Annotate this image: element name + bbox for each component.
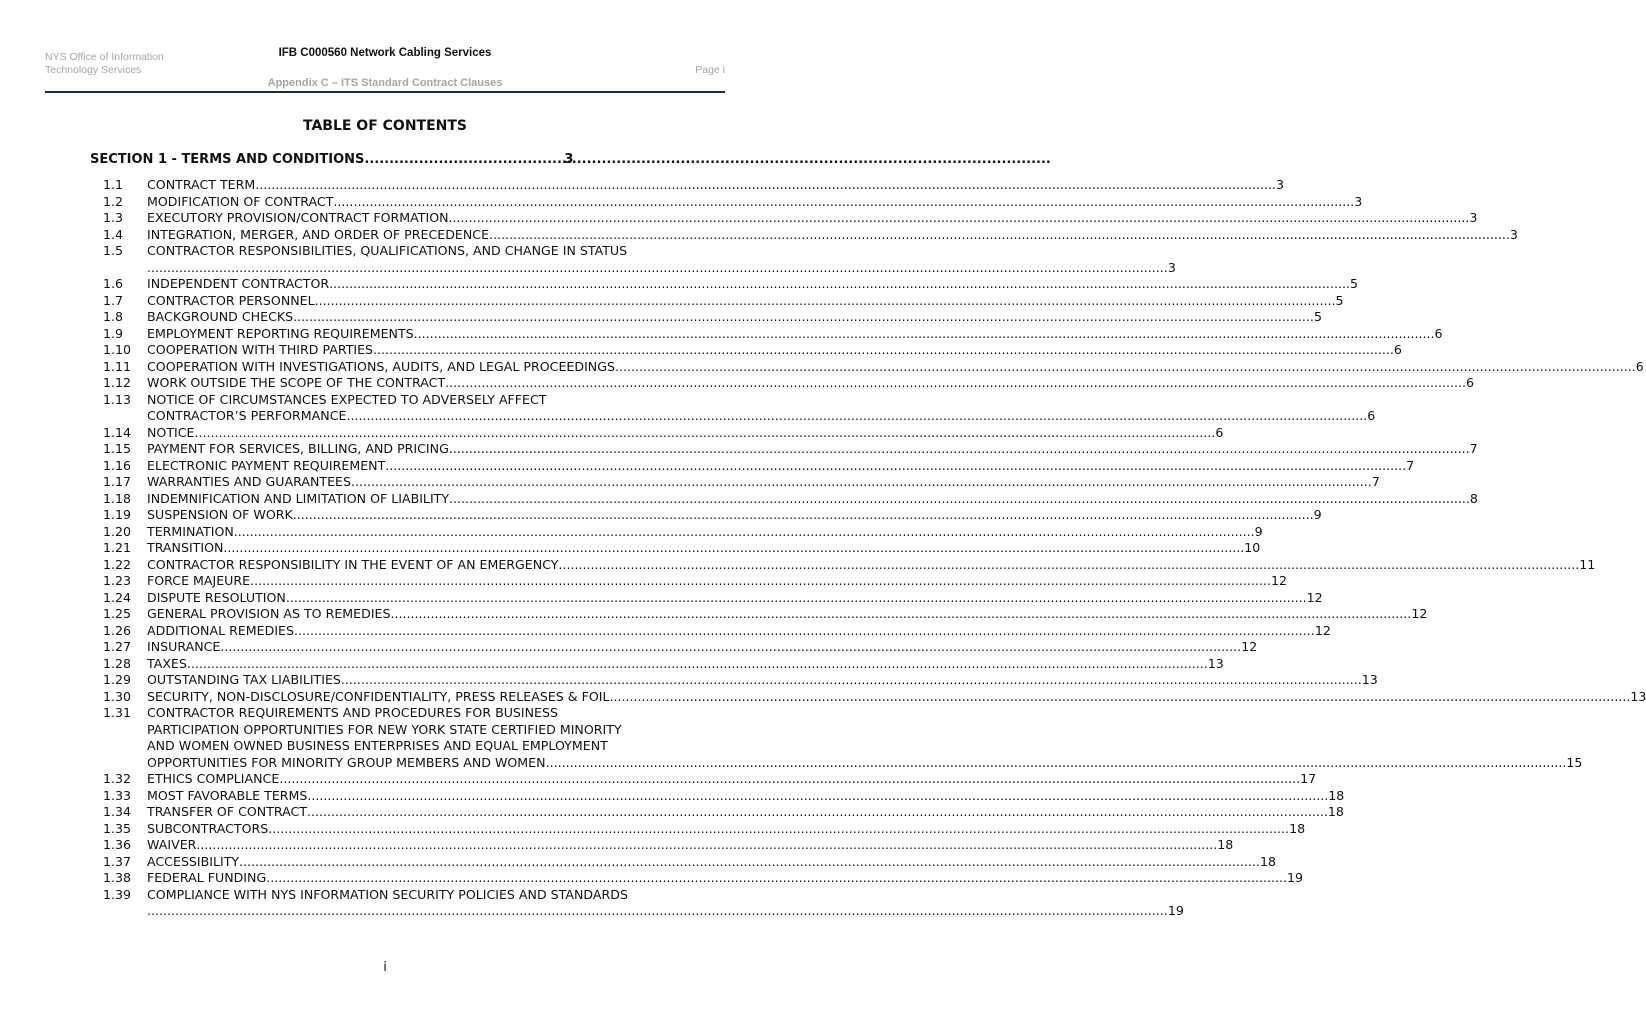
toc-entry-line bbox=[147, 177, 1285, 194]
toc-leader-dots bbox=[610, 689, 1631, 706]
header-page-label: Page i bbox=[695, 64, 725, 76]
toc-entry-title: SECURITY, NON-DISCLOSURE/CONFIDENTIALITY, PRESS RELEASES & FOIL bbox=[147, 688, 610, 704]
toc-entry-body bbox=[147, 325, 1443, 343]
toc-entry[interactable] bbox=[103, 210, 1478, 227]
toc-entry[interactable] bbox=[103, 540, 1261, 557]
toc-entry-title: TRANSFER OF CONTRACT bbox=[147, 804, 308, 819]
toc-entry-title: OUTSTANDING TAX LIABILITIES bbox=[147, 672, 341, 687]
toc-entry-line bbox=[147, 655, 1224, 673]
toc-entry-title: PAYMENT FOR SERVICES, BILLING, AND PRICING bbox=[147, 441, 449, 456]
toc-entry-title: GENERAL PROVISION AS TO REMEDIES bbox=[147, 606, 391, 621]
toc-leader-dots bbox=[315, 293, 1336, 310]
toc-leader-dots bbox=[255, 177, 1276, 194]
toc-entry[interactable] bbox=[103, 804, 1344, 821]
toc-entry[interactable] bbox=[103, 325, 1443, 343]
toc-entry-line bbox=[147, 408, 1376, 425]
toc-entry-body bbox=[147, 292, 1344, 310]
toc-entry-body bbox=[147, 853, 1276, 871]
toc-entry-title: WAIVER bbox=[147, 837, 197, 852]
toc-entry-body bbox=[147, 606, 1428, 623]
toc-entry-number: 1.19 bbox=[103, 507, 132, 522]
toc-entry-body bbox=[147, 787, 1345, 805]
toc-entry-title: BACKGROUND CHECKS bbox=[147, 309, 294, 324]
toc-entry-number: 1.6 bbox=[103, 276, 124, 291]
toc-leader-dots bbox=[293, 507, 1314, 524]
toc-title: TABLE OF CONTENTS bbox=[302, 118, 468, 134]
toc-entry-page-number: 18 bbox=[1327, 804, 1344, 819]
toc-entry-title: OPPORTUNITIES FOR MINORITY GROUP MEMBERS AND WOMEN bbox=[147, 754, 546, 770]
toc-entry-number: 1.24 bbox=[103, 589, 132, 605]
toc-leader-dots bbox=[341, 672, 1362, 689]
toc-entry-line bbox=[147, 309, 1322, 326]
toc-entry-title: DISPUTE RESOLUTION bbox=[147, 589, 286, 605]
toc-entry-number: 1.11 bbox=[103, 358, 132, 374]
toc-entry-page-number: 6 bbox=[1393, 342, 1402, 357]
toc-entry-body bbox=[147, 193, 1363, 211]
toc-entry-page-number: 12 bbox=[1411, 606, 1428, 621]
toc-entry-title: SUBCONTRACTORS bbox=[147, 820, 269, 836]
toc-entry-title: EMPLOYMENT REPORTING REQUIREMENTS bbox=[147, 325, 414, 341]
toc-entry-title: INDEMNIFICATION AND LIMITATION OF LIABILITY bbox=[147, 490, 450, 506]
toc-entry[interactable] bbox=[103, 391, 1376, 425]
toc-entry-page-number: 5 bbox=[1349, 276, 1358, 291]
toc-leader-dots bbox=[234, 524, 1255, 541]
toc-entry-line bbox=[147, 540, 1261, 557]
toc-entry-page-number: 7 bbox=[1406, 457, 1415, 473]
toc-entry-page-number: 7 bbox=[1469, 441, 1478, 456]
toc-entry-body bbox=[147, 507, 1322, 524]
toc-entry[interactable] bbox=[103, 193, 1363, 211]
toc-entry[interactable] bbox=[103, 309, 1322, 326]
toc-entry-page-number: 3 bbox=[1276, 177, 1285, 192]
toc-leader-dots bbox=[147, 260, 1168, 277]
toc-entry-page-number: 12 bbox=[1241, 639, 1258, 654]
toc-entry-number: 1.36 bbox=[103, 837, 132, 852]
toc-entry-page-number: 8 bbox=[1469, 490, 1478, 506]
toc-entry-title: MOST FAVORABLE TERMS bbox=[147, 787, 308, 803]
toc-entry-body bbox=[147, 655, 1224, 673]
toc-entry-body bbox=[147, 556, 1596, 574]
toc-entry-number: 1.33 bbox=[103, 787, 132, 803]
toc-entry-list bbox=[103, 177, 1646, 920]
toc-entry-number: 1.5 bbox=[103, 243, 124, 258]
toc-entry-line bbox=[147, 342, 1402, 359]
toc-entry-title: NOTICE OF CIRCUMSTANCES EXPECTED TO ADVERSELY AFFECT bbox=[147, 391, 547, 407]
toc-leader-dots bbox=[286, 590, 1307, 607]
toc-entry-number: 1.21 bbox=[103, 540, 132, 555]
toc-entry-body bbox=[147, 375, 1475, 392]
toc-entry-title: CONTRACTOR RESPONSIBILITY IN THE EVENT OF AN EMERGENCY bbox=[147, 556, 559, 572]
toc-entry-body bbox=[147, 457, 1415, 475]
toc-entry-page-number: 15 bbox=[1566, 754, 1583, 770]
toc-entry-number: 1.28 bbox=[103, 655, 132, 671]
toc-entry-line bbox=[147, 259, 1176, 277]
toc-entry-line bbox=[147, 358, 1644, 376]
toc-leader-dots bbox=[187, 656, 1208, 673]
toc-entry-title: AND WOMEN OWNED BUSINESS ENTERPRISES AND EQUAL EMPLOYMENT bbox=[147, 738, 608, 753]
toc-entry-title: CONTRACT TERM bbox=[147, 177, 256, 192]
toc-leader-dots bbox=[279, 771, 1300, 788]
toc-entry[interactable] bbox=[103, 226, 1518, 244]
toc-entry-line bbox=[147, 754, 1583, 772]
toc-entry-title: SUSPENSION OF WORK bbox=[147, 507, 293, 522]
toc-entry-number: 1.27 bbox=[103, 639, 132, 654]
toc-entry-body bbox=[147, 820, 1306, 838]
toc-leader-dots bbox=[220, 639, 1241, 656]
toc-entry[interactable] bbox=[103, 771, 1317, 788]
toc-entry[interactable] bbox=[103, 589, 1323, 607]
footer-page-number: i bbox=[383, 960, 387, 975]
toc-leader-dots bbox=[546, 755, 1567, 772]
toc-entry-page-number: 6 bbox=[1635, 358, 1644, 374]
toc-leader-dots bbox=[294, 623, 1315, 640]
toc-leader-dots bbox=[351, 474, 1372, 491]
toc-entry[interactable] bbox=[103, 342, 1402, 359]
toc-entry-page-number: 6 bbox=[1434, 325, 1443, 341]
toc-entry-line bbox=[147, 887, 773, 904]
toc-entry-title: ELECTRONIC PAYMENT REQUIREMENT bbox=[147, 457, 386, 473]
toc-entry-line bbox=[147, 903, 1184, 920]
toc-entry-body bbox=[147, 804, 1344, 821]
toc-entry-line bbox=[147, 226, 1518, 244]
toc-entry-page-number: 10 bbox=[1244, 540, 1261, 555]
toc-entry-title: CONTRACTOR RESPONSIBILITIES, QUALIFICATIONS, AND CHANGE IN STATUS bbox=[147, 243, 628, 258]
toc-entry-page-number: 6 bbox=[1466, 375, 1475, 390]
toc-entry-line bbox=[147, 688, 1646, 706]
toc-entry-title: INTEGRATION, MERGER, AND ORDER OF PRECEDENCE bbox=[147, 226, 490, 242]
toc-entry-number: 1.2 bbox=[103, 193, 124, 209]
toc-entry-line bbox=[147, 738, 773, 755]
toc-entry-title: TRANSITION bbox=[147, 540, 224, 555]
toc-entry-body bbox=[147, 589, 1323, 607]
toc-leader-dots bbox=[329, 276, 1350, 293]
toc-entry-title: INSURANCE bbox=[147, 639, 221, 654]
toc-entry-page-number: 12 bbox=[1306, 589, 1323, 605]
toc-entry-line bbox=[147, 243, 773, 260]
toc-entry-title: ACCESSIBILITY bbox=[147, 853, 240, 869]
toc-entry[interactable] bbox=[103, 457, 1415, 475]
toc-leader-dots bbox=[373, 342, 1394, 359]
toc-entry[interactable] bbox=[103, 556, 1596, 574]
toc-entry-page-number: 12 bbox=[1314, 622, 1331, 638]
toc-entry-page-number: 13 bbox=[1630, 688, 1646, 704]
toc-leader-dots bbox=[307, 804, 1328, 821]
toc-entry-line bbox=[147, 210, 1478, 227]
toc-entry-body bbox=[147, 342, 1402, 359]
toc-entry[interactable] bbox=[103, 177, 1285, 194]
toc-entry-body bbox=[147, 837, 1234, 854]
toc-entry-number: 1.17 bbox=[103, 474, 132, 489]
toc-entry[interactable] bbox=[103, 853, 1276, 871]
toc-entry-line bbox=[147, 325, 1443, 343]
toc-entry-title: EXECUTORY PROVISION/CONTRACT FORMATION bbox=[147, 210, 449, 225]
toc-entry-title: FORCE MAJEURE bbox=[147, 573, 251, 588]
section-page-number: 3 bbox=[564, 152, 574, 167]
toc-entry[interactable] bbox=[103, 507, 1322, 524]
toc-entry-line bbox=[147, 837, 1234, 854]
toc-entry[interactable] bbox=[103, 639, 1258, 656]
toc-leader-dots bbox=[445, 375, 1466, 392]
toc-entry-title: COOPERATION WITH INVESTIGATIONS, AUDITS, AND LEGAL PROCEEDINGS bbox=[147, 358, 615, 374]
toc-section-heading[interactable] bbox=[90, 152, 680, 167]
toc-entry-number: 1.20 bbox=[103, 523, 132, 539]
toc-entry-body bbox=[147, 490, 1478, 508]
toc-entry-body bbox=[147, 523, 1263, 541]
toc-entry-page-number: 5 bbox=[1335, 292, 1344, 308]
toc-leader-dots bbox=[391, 606, 1412, 623]
toc-leader-dots bbox=[385, 458, 1406, 475]
toc-entry-body bbox=[147, 886, 1184, 920]
toc-entry-number: 1.25 bbox=[103, 606, 132, 621]
toc-entry-body bbox=[147, 309, 1322, 326]
toc-entry-body bbox=[147, 424, 1224, 442]
toc-entry[interactable] bbox=[103, 837, 1234, 854]
toc-entry-page-number: 19 bbox=[1287, 870, 1304, 885]
toc-entry-page-number: 3 bbox=[1469, 210, 1478, 225]
toc-entry[interactable] bbox=[103, 886, 1184, 920]
toc-entry-number: 1.16 bbox=[103, 457, 132, 473]
toc-leader-dots bbox=[615, 359, 1636, 376]
toc-entry-title: TAXES bbox=[147, 655, 187, 671]
toc-entry-body bbox=[147, 688, 1646, 706]
toc-entry-number: 1.18 bbox=[103, 490, 132, 506]
toc-entry-number: 1.35 bbox=[103, 820, 132, 836]
toc-entry-line bbox=[147, 292, 1344, 310]
toc-entry-page-number: 9 bbox=[1254, 523, 1263, 539]
toc-entry-line bbox=[147, 820, 1306, 838]
toc-entry-body bbox=[147, 705, 1583, 771]
toc-entry-page-number: 3 bbox=[1509, 226, 1518, 242]
toc-entry-line bbox=[147, 392, 773, 409]
toc-entry-body bbox=[147, 573, 1287, 590]
toc-leader-dots bbox=[239, 854, 1260, 871]
toc-leader-dots bbox=[558, 557, 1579, 574]
toc-entry[interactable] bbox=[103, 688, 1646, 706]
toc-entry-title: CONTRACTOR PERSONNEL bbox=[147, 292, 315, 308]
toc-entry-number: 1.7 bbox=[103, 292, 124, 308]
toc-entry-number: 1.22 bbox=[103, 556, 132, 572]
toc-entry-line bbox=[147, 457, 1415, 475]
toc-entry-line bbox=[147, 722, 773, 739]
toc-entry-title: TERMINATION bbox=[147, 523, 234, 539]
toc-entry-title: COMPLIANCE WITH NYS INFORMATION SECURITY POLICIES AND STANDARDS bbox=[147, 886, 628, 902]
toc-entry-number: 1.8 bbox=[103, 309, 124, 324]
toc-entry-line bbox=[147, 853, 1276, 871]
toc-entry[interactable] bbox=[103, 573, 1287, 590]
toc-entry-page-number: 6 bbox=[1367, 408, 1376, 423]
toc-entry-body bbox=[147, 243, 1176, 276]
toc-entry-page-number: 18 bbox=[1328, 787, 1345, 803]
toc-entry-number: 1.39 bbox=[103, 886, 132, 902]
toc-entry-page-number: 13 bbox=[1207, 655, 1224, 671]
toc-entry-number: 1.37 bbox=[103, 853, 132, 869]
toc-entry-line bbox=[147, 556, 1596, 574]
toc-leader-dots bbox=[223, 540, 1244, 557]
toc-entry-page-number: 13 bbox=[1361, 672, 1378, 687]
section-leader-dots bbox=[364, 152, 564, 167]
toc-entry-number: 1.23 bbox=[103, 573, 132, 588]
toc-entry[interactable] bbox=[103, 490, 1478, 508]
toc-entry-page-number: 18 bbox=[1217, 837, 1234, 852]
toc-entry-number: 1.9 bbox=[103, 325, 124, 341]
toc-entry-body bbox=[147, 276, 1358, 293]
toc-entry-title: MODIFICATION OF CONTRACT bbox=[147, 193, 334, 209]
header-divider bbox=[45, 91, 725, 93]
toc-entry-page-number: 5 bbox=[1313, 309, 1322, 324]
toc-entry-page-number: 7 bbox=[1371, 474, 1380, 489]
document-subtitle: Appendix C – ITS Standard Contract Clauses bbox=[267, 77, 503, 89]
toc-leader-dots bbox=[449, 491, 1470, 508]
toc-entry-page-number: 18 bbox=[1259, 853, 1276, 869]
toc-entry-page-number: 11 bbox=[1579, 556, 1596, 572]
toc-entry-line bbox=[147, 474, 1380, 491]
toc-entry-body bbox=[147, 210, 1478, 227]
toc-entry-title: CONTRACTOR’S PERFORMANCE bbox=[147, 408, 347, 423]
toc-entry[interactable] bbox=[103, 870, 1304, 887]
toc-entry-line bbox=[147, 573, 1287, 590]
toc-leader-dots bbox=[195, 425, 1216, 442]
toc-entry-body bbox=[147, 474, 1380, 491]
organization-name-line1: NYS Office of Information bbox=[45, 51, 164, 63]
toc-entry-line bbox=[147, 606, 1428, 623]
organization-name-line2: Technology Services bbox=[45, 64, 142, 76]
toc-entry-body bbox=[147, 226, 1518, 244]
toc-entry-title: FEDERAL FUNDING bbox=[147, 870, 267, 885]
toc-leader-dots bbox=[266, 870, 1287, 887]
toc-entry-line bbox=[147, 507, 1322, 524]
toc-entry-page-number: 3 bbox=[1167, 259, 1176, 275]
toc-leader-dots bbox=[414, 326, 1435, 343]
toc-leader-dots bbox=[333, 194, 1354, 211]
toc-entry-number: 1.3 bbox=[103, 210, 124, 225]
toc-leader-dots bbox=[449, 441, 1470, 458]
toc-entry[interactable] bbox=[103, 655, 1224, 673]
toc-entry-line bbox=[147, 441, 1478, 458]
toc-entry-title: INDEPENDENT CONTRACTOR bbox=[147, 276, 330, 291]
toc-entry-page-number: 19 bbox=[1167, 903, 1184, 918]
toc-entry[interactable] bbox=[103, 441, 1478, 458]
toc-entry-number: 1.34 bbox=[103, 804, 132, 819]
toc-entry-line bbox=[147, 523, 1263, 541]
toc-leader-dots bbox=[346, 408, 1367, 425]
section-label: SECTION 1 - TERMS AND CONDITIONS bbox=[90, 152, 365, 167]
toc-entry-page-number: 3 bbox=[1354, 193, 1363, 209]
toc-entry[interactable] bbox=[103, 705, 1583, 771]
toc-entry-number: 1.15 bbox=[103, 441, 132, 456]
toc-entry-title: WORK OUTSIDE THE SCOPE OF THE CONTRACT bbox=[147, 375, 446, 390]
toc-entry-line bbox=[147, 622, 1331, 640]
document-title: IFB C000560 Network Cabling Services bbox=[278, 47, 492, 59]
toc-entry-line bbox=[147, 276, 1358, 293]
toc-entry[interactable] bbox=[103, 292, 1344, 310]
toc-leader-dots bbox=[449, 210, 1470, 227]
toc-leader-dots bbox=[147, 903, 1168, 920]
toc-entry[interactable] bbox=[103, 672, 1378, 689]
toc-entry[interactable] bbox=[103, 787, 1345, 805]
toc-entry-line bbox=[147, 804, 1344, 821]
toc-entry-line bbox=[147, 193, 1363, 211]
toc-entry-line bbox=[147, 490, 1478, 508]
toc-entry-title: CONTRACTOR REQUIREMENTS AND PROCEDURES FOR BUSINESS bbox=[147, 705, 559, 720]
toc-entry-title: WARRANTIES AND GUARANTEES bbox=[147, 474, 351, 489]
toc-entry-body bbox=[147, 771, 1317, 788]
toc-entry-line bbox=[147, 589, 1323, 607]
toc-entry-body bbox=[147, 622, 1331, 640]
toc-entry-page-number: 6 bbox=[1215, 424, 1224, 440]
toc-entry-line bbox=[147, 870, 1304, 887]
toc-entry[interactable] bbox=[103, 606, 1428, 623]
toc-entry-number: 1.32 bbox=[103, 771, 132, 786]
toc-entry[interactable] bbox=[103, 243, 1176, 276]
toc-leader-dots bbox=[250, 573, 1271, 590]
toc-entry[interactable] bbox=[103, 474, 1380, 491]
toc-entry[interactable] bbox=[103, 424, 1224, 442]
toc-entry[interactable] bbox=[103, 523, 1263, 541]
toc-entry-number: 1.4 bbox=[103, 226, 124, 242]
toc-entry-number: 1.14 bbox=[103, 424, 132, 440]
toc-leader-dots bbox=[268, 821, 1289, 838]
toc-entry-page-number: 18 bbox=[1289, 820, 1306, 836]
toc-entry[interactable] bbox=[103, 622, 1331, 640]
toc-entry[interactable] bbox=[103, 375, 1475, 392]
toc-entry-number: 1.10 bbox=[103, 342, 132, 357]
toc-entry-line bbox=[147, 771, 1317, 788]
toc-entry-page-number: 12 bbox=[1270, 573, 1287, 588]
toc-leader-dots bbox=[196, 837, 1217, 854]
toc-entry-page-number: 17 bbox=[1300, 771, 1317, 786]
toc-entry-line bbox=[147, 424, 1224, 442]
toc-entry-line bbox=[147, 375, 1475, 392]
toc-leader-dots bbox=[293, 309, 1314, 326]
toc-entry-number: 1.31 bbox=[103, 705, 132, 720]
toc-entry-title: PARTICIPATION OPPORTUNITIES FOR NEW YORK STATE CERTIFIED MINORITY bbox=[147, 721, 622, 737]
toc-entry-number: 1.26 bbox=[103, 622, 132, 638]
toc-entry-line bbox=[147, 705, 773, 722]
toc-entry-body bbox=[147, 870, 1304, 887]
toc-entry-body bbox=[147, 540, 1261, 557]
toc-entry-page-number: 9 bbox=[1313, 507, 1322, 522]
toc-entry-title: ADDITIONAL REMEDIES bbox=[147, 622, 294, 638]
toc-entry[interactable] bbox=[103, 358, 1644, 376]
toc-entry-number: 1.13 bbox=[103, 391, 132, 407]
toc-entry-body bbox=[147, 358, 1644, 376]
toc-entry-body bbox=[147, 441, 1478, 458]
toc-entry-body bbox=[147, 177, 1285, 194]
toc-entry-body bbox=[147, 672, 1378, 689]
toc-entry[interactable] bbox=[103, 820, 1306, 838]
toc-entry-title: COOPERATION WITH THIRD PARTIES bbox=[147, 342, 374, 357]
toc-entry-number: 1.1 bbox=[103, 177, 124, 192]
toc-leader-dots bbox=[307, 788, 1328, 805]
toc-entry-number: 1.38 bbox=[103, 870, 132, 885]
toc-entry-number: 1.30 bbox=[103, 688, 132, 704]
toc-entry-number: 1.29 bbox=[103, 672, 132, 687]
toc-entry-body bbox=[147, 391, 1376, 425]
toc-entry-line bbox=[147, 672, 1378, 689]
toc-entry[interactable] bbox=[103, 276, 1358, 293]
toc-entry-body bbox=[147, 639, 1258, 656]
toc-entry-line bbox=[147, 787, 1345, 805]
toc-entry-number: 1.12 bbox=[103, 375, 132, 390]
toc-entry-line bbox=[147, 639, 1258, 656]
toc-entry-title: ETHICS COMPLIANCE bbox=[147, 771, 280, 786]
toc-entry-title: NOTICE bbox=[147, 424, 195, 440]
toc-leader-dots bbox=[489, 227, 1510, 244]
